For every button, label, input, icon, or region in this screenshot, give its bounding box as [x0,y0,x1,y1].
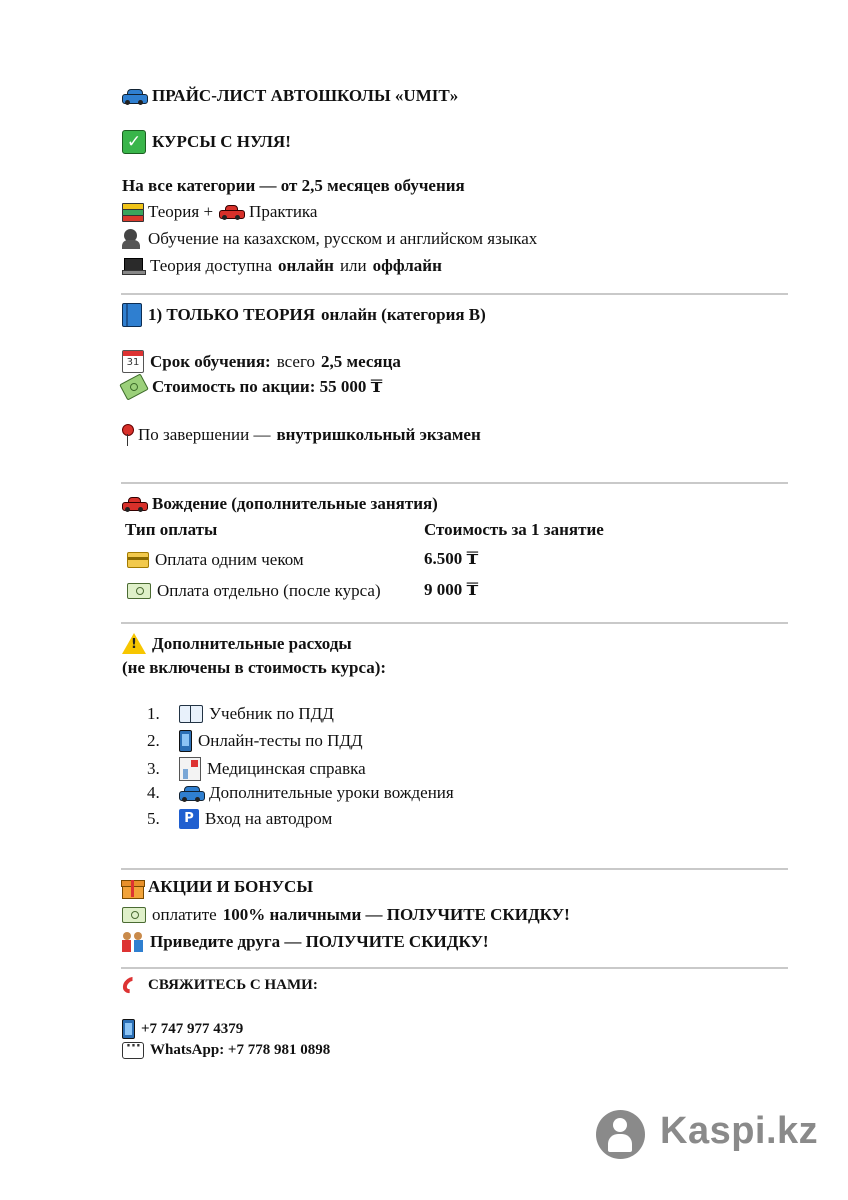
divider [121,622,788,624]
payment-cost: 9 000 ₸ [424,580,479,599]
books-icon [122,203,142,221]
exam-line [122,424,481,446]
list-item-label: Учебник по ПДД [209,704,334,723]
list-item [147,757,366,781]
list-item-label: Вход на автодром [205,809,333,828]
phone-line [122,1019,243,1039]
hospital-icon [179,757,201,781]
friend-discount-line [122,932,489,952]
list-item [147,730,363,752]
list-item [147,809,332,829]
cash-discount-line [122,905,570,925]
list-item-label: Дополнительные уроки вождения [209,783,454,802]
laptop-icon [122,258,144,274]
exam-prefix: По завершении — [138,425,271,444]
duration-all: всего [276,351,315,371]
red-car-icon [219,205,243,219]
phone-number[interactable]: +7 747 977 4379 [141,1020,244,1037]
duration-value: 2,5 месяца [321,351,401,371]
list-number: 3. [147,759,160,778]
column-header-type: Тип оплаты [125,520,218,539]
whatsapp-number[interactable]: WhatsApp: +7 778 981 0898 [150,1042,331,1058]
driving-heading [122,494,438,514]
list-item [147,783,454,803]
page-title: ПРАЙС-ЛИСТ АВТОШКОЛЫ «UMIT» [152,86,459,105]
list-item-label: Медицинская справка [207,759,366,778]
mobile-phone-icon [179,730,192,752]
credit-card-icon [127,552,149,568]
contacts-title: СВЯЖИТЕСЬ С НАМИ: [148,976,318,993]
kaspi-watermark: Kaspi.kz [660,1110,819,1152]
list-number: 5. [147,809,160,828]
driving-title: Вождение (дополнительные занятия) [152,494,438,513]
extra-title-line2: (не включены в стоимость курса): [122,658,387,677]
courses-heading-row [122,130,291,154]
cash-prefix: оплатите [152,905,217,924]
promo-heading [122,877,313,897]
car-icon [179,785,203,801]
online-label: онлайн [278,256,334,275]
or-label: или [339,256,367,275]
page-title-row [122,86,458,106]
languages-line [122,229,537,249]
divider [121,868,788,870]
speaking-head-icon [122,229,142,249]
dollar-bill-icon [122,907,146,923]
table-row [127,581,381,601]
telephone-icon [122,976,142,994]
parking-icon: P [179,809,199,829]
list-number: 1. [147,704,160,723]
pushpin-icon [122,424,132,446]
speech-bubble-icon [122,1042,144,1059]
divider [121,967,788,969]
dollar-bill-icon [127,583,151,599]
mobile-phone-icon [122,1019,135,1039]
blue-book-icon [122,303,142,327]
list-item [147,704,334,724]
kaspi-logo-icon [596,1110,645,1159]
offline-label: оффлайн [372,256,442,275]
payment-cost: 6.500 ₸ [424,549,479,568]
theory-label: Теория + [148,202,214,221]
cash-bold: 100% наличными — ПОЛУЧИТЕ СКИДКУ! [222,905,570,924]
theory-only-heading [122,303,486,327]
price-line [122,377,382,397]
payment-type: Оплата отдельно (после курса) [157,581,381,600]
theory-practice-line [122,202,317,222]
courses-heading: КУРСЫ С НУЛЯ! [152,132,291,151]
exam-value: внутришкольный экзамен [276,425,481,444]
friend-text: Приведите друга — ПОЛУЧИТЕ СКИДКУ! [150,932,489,951]
practice-label: Практика [249,202,318,221]
red-car-icon [122,497,146,511]
list-number: 2. [147,731,160,750]
contacts-heading [122,976,318,994]
list-number: 4. [147,783,160,802]
languages-text: Обучение на казахском, русском и английском языках [148,229,538,248]
extra-heading [122,633,352,654]
divider [121,482,788,484]
gift-icon [122,877,142,897]
money-icon [119,373,149,400]
payment-type: Оплата одним чеком [155,550,304,569]
extra-title-line1: Дополнительные расходы [152,633,352,653]
theory-only-title-num: 1) ТОЛЬКО ТЕОРИЯ [148,305,315,324]
list-item-label: Онлайн-тесты по ПДД [198,731,363,750]
column-header-cost: Стоимость за 1 занятие [424,520,604,539]
check-mark-icon: ✓ [122,130,146,154]
promo-title: АКЦИИ И БОНУСЫ [148,877,314,896]
couple-icon [122,932,144,952]
theory-availability-line [122,256,442,276]
price-label: Стоимость по акции: 55 000 ₸ [152,377,383,396]
open-book-icon [179,705,203,723]
theory-only-title-rest: онлайн (категория B) [320,305,486,324]
divider [121,293,788,295]
duration-label: Срок обучения: [150,351,271,371]
warning-icon [122,633,146,654]
theory-availability-prefix: Теория доступна [150,256,273,275]
whatsapp-line [122,1042,330,1059]
car-icon [122,88,146,104]
table-row [127,550,304,570]
calendar-icon: 31 [122,350,144,373]
categories-line: На все категории — от 2,5 месяцев обучения [122,176,465,195]
duration-line [122,350,401,373]
